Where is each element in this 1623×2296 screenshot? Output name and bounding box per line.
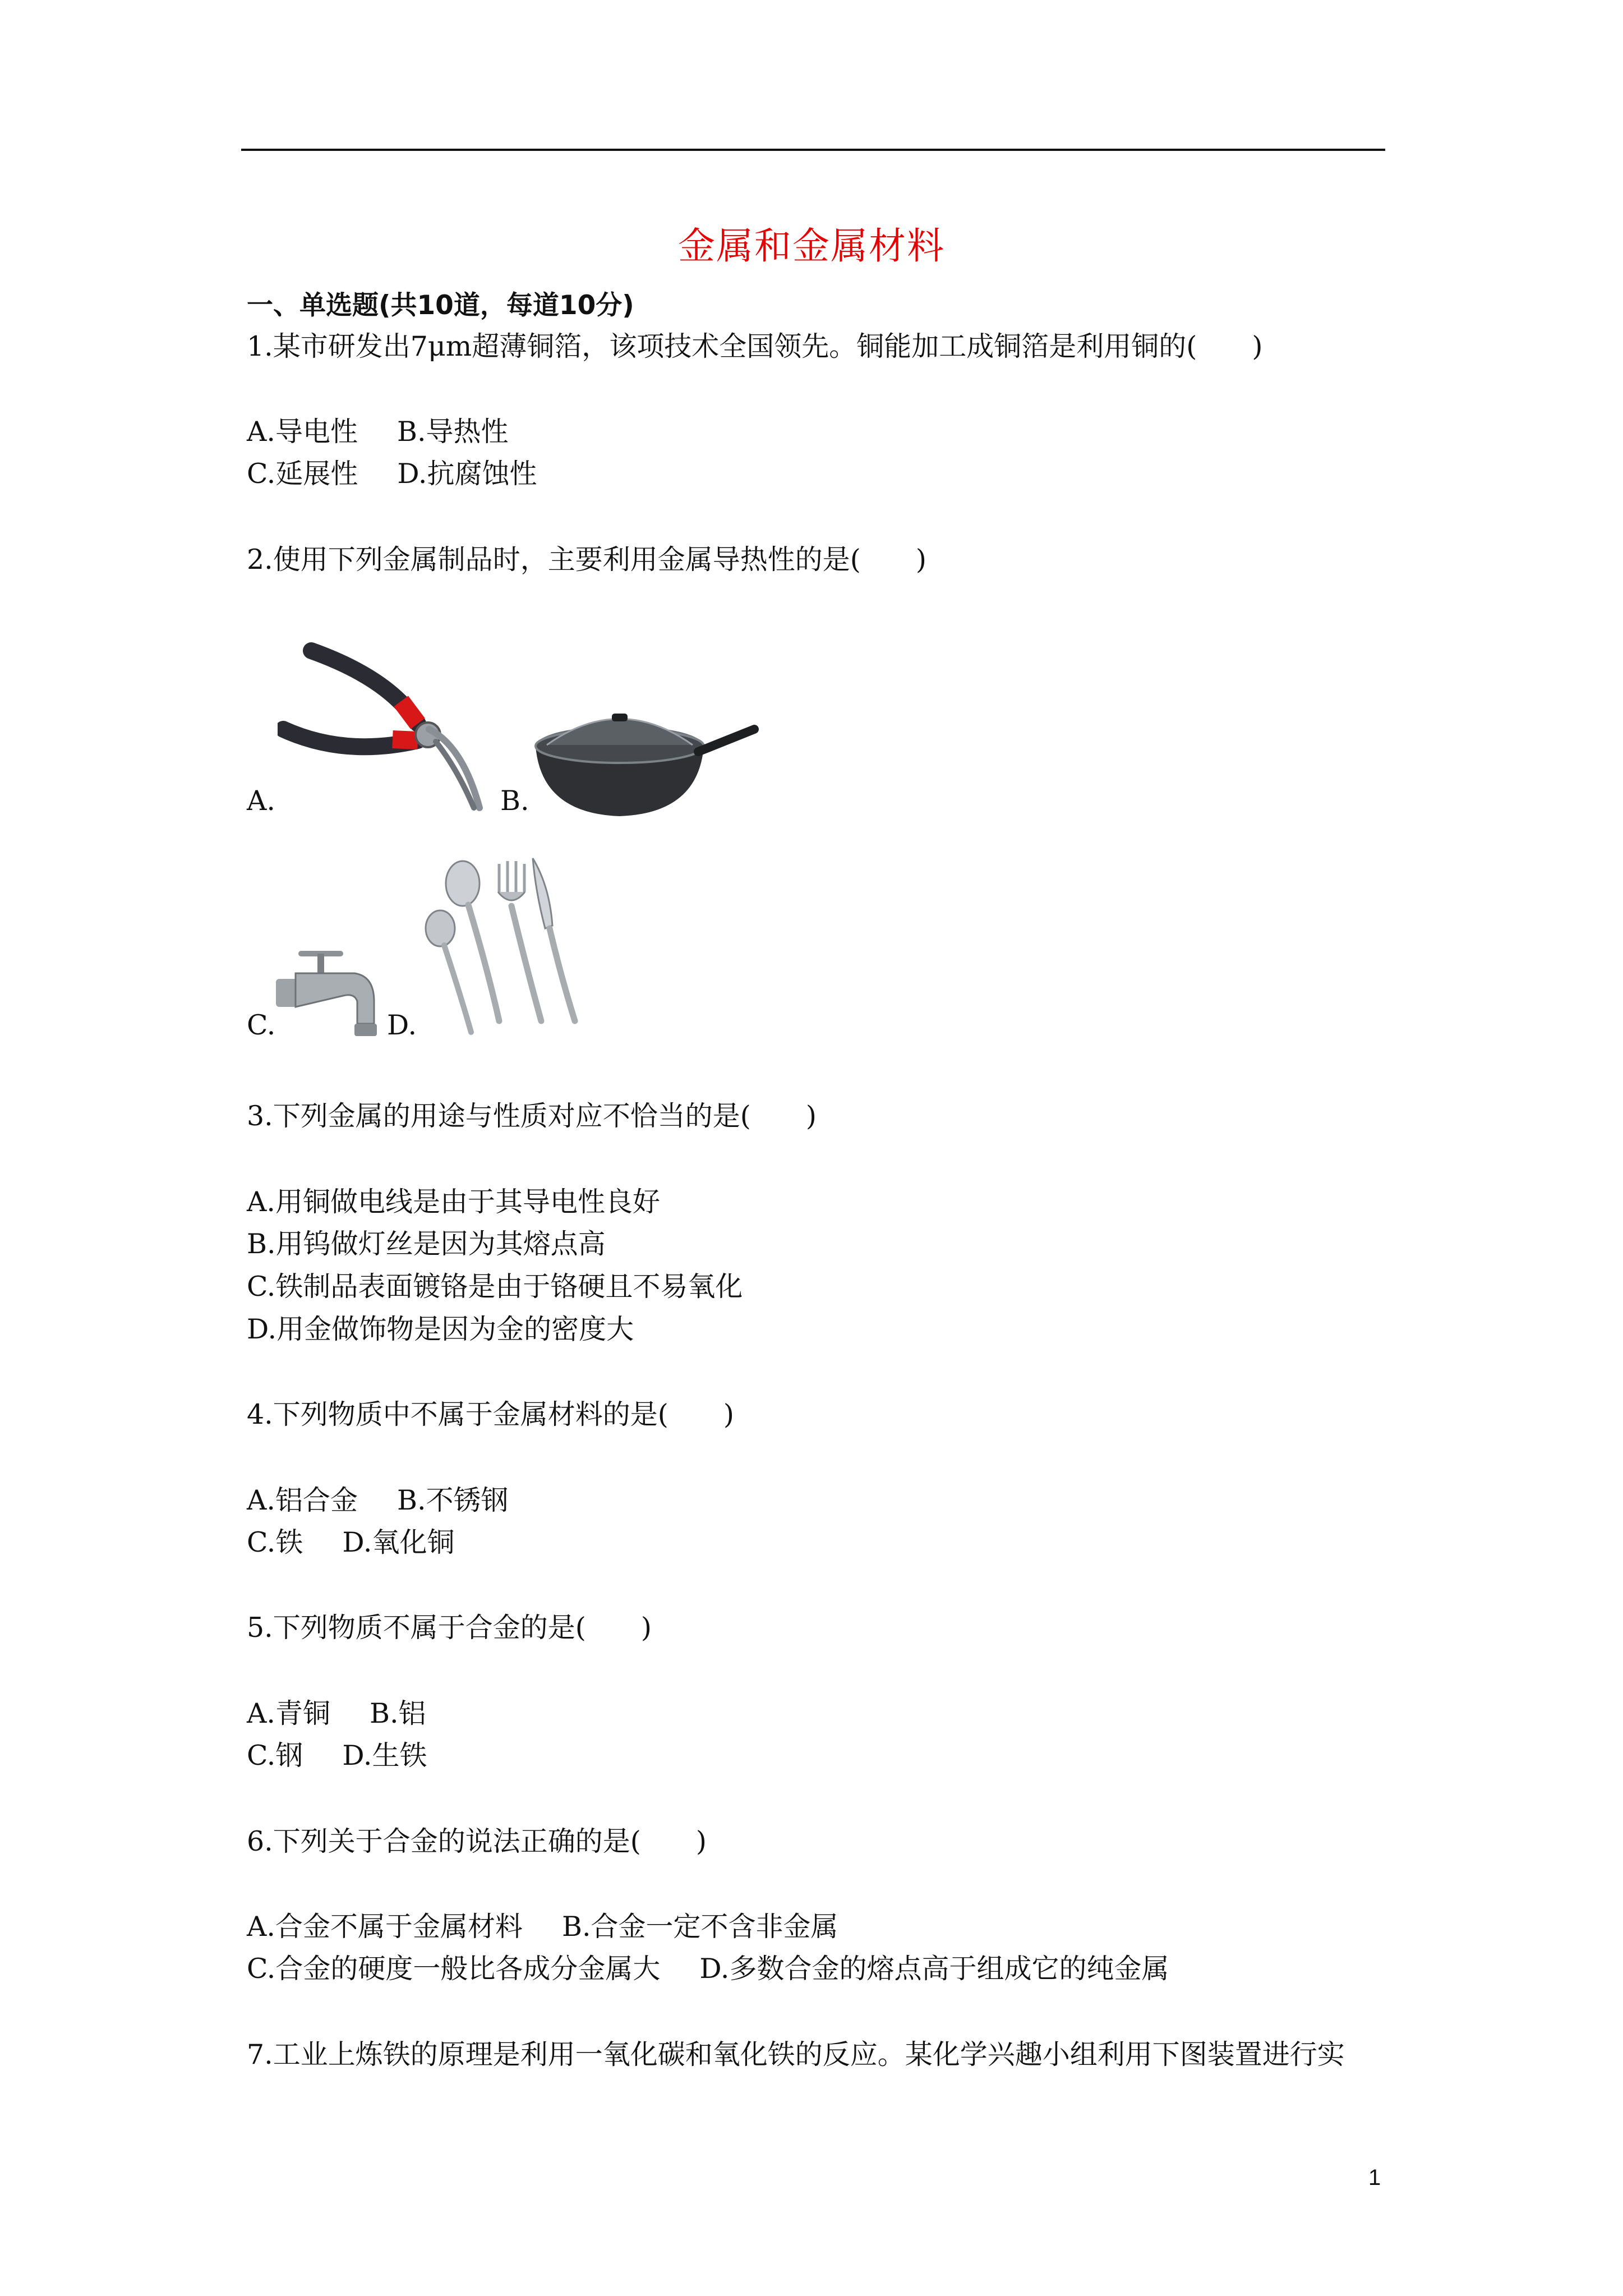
- section-heading: 一、单选题(共10道，每道10分): [247, 290, 634, 321]
- question-6-option-c[interactable]: C.合金的硬度一般比各成分金属大: [247, 1953, 661, 1985]
- wok-icon: [530, 701, 760, 821]
- question-3-option-b[interactable]: B.用钨做灯丝是因为其熔点高: [247, 1228, 606, 1260]
- question-5-options-row-1: [247, 1697, 426, 1731]
- question-1-option-d[interactable]: D.抗腐蚀性: [397, 458, 537, 490]
- question-3-option-d[interactable]: D.用金做饰物是因为金的密度大: [247, 1313, 634, 1345]
- question-4-stem: 4.下列物质中不属于金属材料的是( ): [247, 1398, 734, 1430]
- question-6-options-row-2: [247, 1952, 1169, 1986]
- question-5-option-d[interactable]: D.生铁: [342, 1740, 427, 1772]
- pliers-icon: [278, 639, 519, 816]
- question-7-stem: 7.工业上炼铁的原理是利用一氧化碳和氧化铁的反应。某化学兴趣小组利用下图装置进行实: [247, 2039, 1345, 2070]
- question-3-option-a[interactable]: A.用铜做电线是由于其导电性良好: [247, 1186, 660, 1218]
- question-2-option-d[interactable]: D.: [387, 1009, 417, 1041]
- page-number: 1: [1368, 2165, 1381, 2190]
- question-5-option-b[interactable]: B.铝: [369, 1697, 426, 1729]
- question-6-option-a[interactable]: A.合金不属于金属材料: [247, 1911, 523, 1943]
- question-2-option-c[interactable]: C.: [247, 1009, 276, 1041]
- question-1-stem: 1.某市研发出7μm超薄铜箔，该项技术全国领先。铜能加工成铜箔是利用铜的( ): [247, 330, 1263, 362]
- question-1-options-row-1: [247, 415, 509, 449]
- question-4-option-a[interactable]: A.铝合金: [247, 1484, 358, 1516]
- question-6-option-b[interactable]: B.合金一定不含非金属: [561, 1911, 838, 1943]
- question-6-stem: 6.下列关于合金的说法正确的是( ): [247, 1825, 707, 1857]
- question-1-option-c[interactable]: C.延展性: [247, 458, 358, 490]
- question-1-option-a[interactable]: A.导电性: [247, 416, 358, 448]
- question-1-options-row-2: [247, 457, 537, 491]
- document-title: 金属和金属材料: [678, 224, 945, 268]
- question-2-option-b[interactable]: B.: [500, 785, 529, 817]
- question-5-option-a[interactable]: A.青铜: [247, 1697, 330, 1729]
- question-6-option-d[interactable]: D.多数合金的熔点高于组成它的纯金属: [699, 1953, 1169, 1985]
- question-3-option-c[interactable]: C.铁制品表面镀铬是由于铬硬且不易氧化: [247, 1271, 743, 1303]
- question-4-option-b[interactable]: B.不锈钢: [396, 1484, 509, 1516]
- header-rule: [241, 149, 1385, 151]
- question-5-options-row-2: [247, 1739, 427, 1773]
- question-2-option-a[interactable]: A.: [247, 785, 275, 817]
- question-4-options-row-1: [247, 1484, 509, 1517]
- question-2-stem: 2.使用下列金属制品时，主要利用金属导热性的是( ): [247, 544, 926, 576]
- question-3-stem: 3.下列金属的用途与性质对应不恰当的是( ): [247, 1100, 817, 1132]
- question-6-options-row-1: [247, 1910, 838, 1944]
- question-4-options-row-2: [247, 1526, 454, 1559]
- question-1-option-b[interactable]: B.导热性: [396, 416, 509, 448]
- question-5-stem: 5.下列物质不属于合金的是( ): [247, 1612, 652, 1644]
- question-4-option-d[interactable]: D.氧化铜: [342, 1526, 455, 1558]
- question-5-option-c[interactable]: C.钢: [247, 1740, 303, 1772]
- cutlery-icon: [415, 853, 606, 1040]
- question-4-option-c[interactable]: C.铁: [247, 1526, 303, 1558]
- faucet-icon: [276, 934, 388, 1048]
